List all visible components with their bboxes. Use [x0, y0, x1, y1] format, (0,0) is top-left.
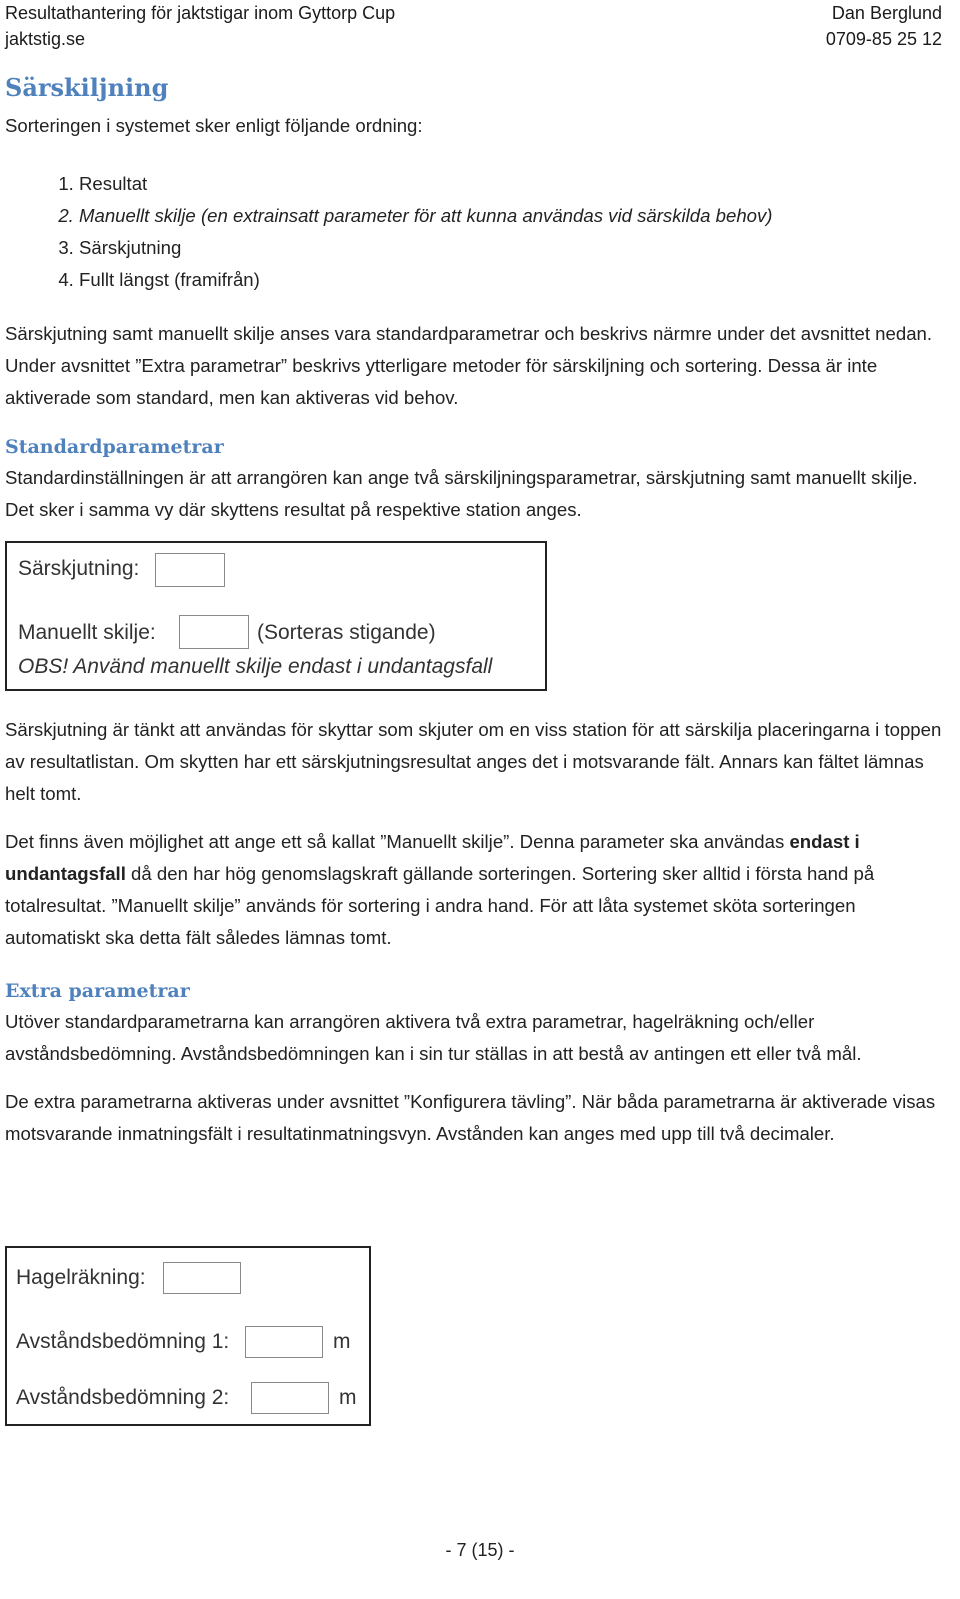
paragraph: Standardinställningen är att arrangören kan ange två särskiljningsparametrar, särskjutning samt manuellt skilje. Det sker i samma vy där skyttens resultat på respektive station anges.	[5, 467, 918, 520]
page-header	[5, 0, 942, 52]
paragraph: Utöver standardparametrarna kan arrangören aktivera två extra parametrar, hagelräkning och/eller avståndsbedömning. Avståndsbedömningen kan i sin tur ställas in att bestå av antingen ett eller två mål.	[5, 1011, 862, 1064]
unit-meter-2: m	[339, 1386, 357, 1409]
avstand-2-input[interactable]	[251, 1382, 329, 1414]
form-screenshot-standard	[5, 541, 547, 691]
document-title: Resultathantering för jaktstigar inom Gyttorp Cup	[5, 3, 396, 23]
document-body	[5, 70, 945, 526]
emphasis: endast i undantagsfall	[5, 831, 860, 884]
list-item: 2. Manuellt skilje (en extrainsatt parameter för att kunna användas vid särskilda behov)	[79, 200, 945, 232]
warning-note: OBS! Använd manuellt skilje endast i undantagsfall	[18, 655, 493, 678]
phone-number: 0709-85 25 12	[825, 29, 942, 49]
list-item: 4. Fullt längst (framifrån)	[79, 264, 945, 296]
hagelrakning-input[interactable]	[163, 1262, 241, 1294]
avstand-1-input[interactable]	[245, 1326, 323, 1358]
label-sarskjutning: Särskjutning:	[18, 557, 140, 580]
website: jaktstig.se	[5, 29, 86, 49]
paragraph: Särskjutning samt manuellt skilje anses vara standardparametrar och beskrivs närmre under det avsnittet nedan. Under avsnittet ”Extra parametrar” beskrivs ytterligare metoder för särskiljning och sortering. Dessa är inte aktiverade som standard, men kan aktiveras vid behov.	[5, 323, 933, 408]
paragraph: De extra parametrarna aktiveras under avsnittet ”Konfigurera tävling”. När båda parametrarna är aktiverade visas motsvarande inmatningsfält i resultatinmatningsvyn. Avstånden kan anges med upp till två decimaler.	[5, 1091, 936, 1144]
label-avstand-1: Avståndsbedömning 1:	[16, 1330, 230, 1353]
list-item: 3. Särskjutning	[79, 232, 945, 264]
author-name: Dan Berglund	[831, 3, 942, 23]
form-screenshot-extra	[5, 1246, 371, 1426]
manuellt-skilje-input[interactable]	[179, 615, 249, 649]
label-avstand-2: Avståndsbedömning 2:	[16, 1386, 230, 1409]
subsection-title-standard: Standardparametrar	[5, 436, 224, 458]
intro-text: Sorteringen i systemet sker enligt följande ordning:	[5, 115, 423, 136]
sort-order-list	[5, 168, 945, 296]
paragraph: Särskjutning är tänkt att användas för skyttar som skjuter om en viss station för att särskilja placeringarna i toppen av resultatlistan. Om skytten har ett särskjutningsresultat anges det i motsvarande fält. Annars kan fältet lämnas helt tomt.	[5, 719, 942, 804]
unit-meter-1: m	[333, 1330, 351, 1353]
sarskjutning-input[interactable]	[155, 553, 225, 587]
paragraph-manuellt: Det finns även möjlighet att ange ett så kallat ”Manuellt skilje”. Denna parameter ska användas endast i undantagsfall då den har hög genomslagskraft gällande sorteringen. Sortering sker alltid i första hand på totalresultat. ”Manuellt skilje” används för sortering i andra hand. För att låta systemet sköta sorteringen automatiskt ska detta fält således lämnas tomt.	[5, 831, 875, 948]
list-item: 1. Resultat	[79, 168, 945, 200]
subsection-title-extra: Extra parametrar	[5, 980, 190, 1002]
label-hagelrakning: Hagelräkning:	[16, 1266, 146, 1289]
label-manuellt-skilje: Manuellt skilje:	[18, 621, 156, 644]
document-body-continued	[5, 714, 945, 1150]
page-number: - 7 (15) -	[445, 1540, 515, 1560]
sort-hint: (Sorteras stigande)	[257, 621, 436, 644]
section-title: Särskiljning	[5, 73, 169, 102]
